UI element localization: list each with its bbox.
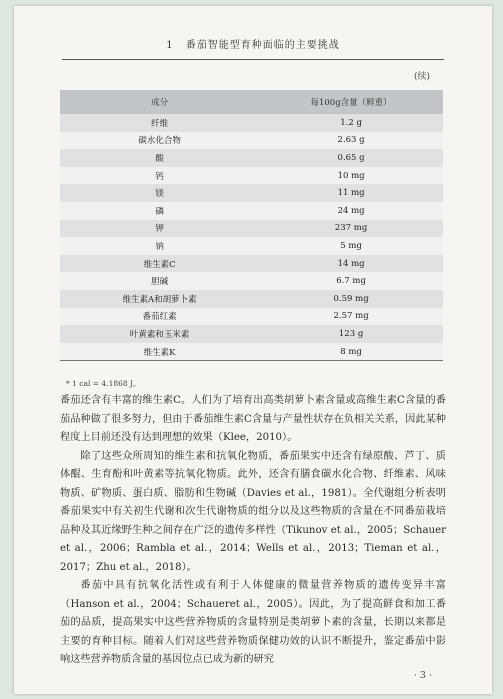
nutrient-name: 镁 <box>155 189 164 200</box>
nutrient-value: 10 mg <box>337 170 365 181</box>
nutrient-value: 6.7 mg <box>336 276 366 287</box>
nutrient-value: 0.65 g <box>337 152 365 163</box>
table-row <box>60 272 443 290</box>
column-header-component: 成分 <box>151 98 169 108</box>
nutrient-value: 8 mg <box>340 346 362 357</box>
table-row <box>60 167 443 185</box>
column-header-content: 每100g含量（鲜重） <box>310 98 392 108</box>
nutrient-name: 钙 <box>155 171 164 182</box>
nutrient-name: 番茄红素 <box>142 312 177 323</box>
nutrient-value: 14 mg <box>337 258 365 269</box>
nutrient-value: 24 mg <box>337 205 365 216</box>
body-text <box>60 392 446 670</box>
paragraph: 番茄中具有抗氧化活性或有利于人体健康的微量营养物质的遗传变异丰富（Hanson et al.，2004；Schaueret al.，2005）。因此，为了提高鲜食和加工番茄的品质，提高果实中这些营养物质的含量特别是类胡萝卜素的含量，长期以来都是主要的育种目标。随着人们对这些营养物质保健功效的认识不断提升，鉴定番茄中影响这些营养物质含量的基因位点已成为新的研究 <box>60 580 446 665</box>
nutrient-name: 维生素K <box>143 347 176 358</box>
chapter-title: 番茄智能型育种面临的主要挑战 <box>185 40 340 51</box>
table-row <box>60 343 443 361</box>
nutrient-name: 磷 <box>155 206 164 217</box>
paragraph: 番茄还含有丰富的维生素C。人们为了培育出高类胡萝卜素含量或高维生素C含量的番茄品种做了很多努力，但由于番茄维生素C含量与产量性状存在负相关关系，因此某种程度上目前还没有达到理想的效果（Klee，2010）。 <box>60 395 446 443</box>
table-row <box>60 149 443 167</box>
nutrient-value: 2.63 g <box>337 135 365 146</box>
table-row <box>60 237 443 255</box>
table-row <box>60 308 443 326</box>
nutrient-value: 11 mg <box>337 188 365 199</box>
table-row <box>60 132 443 150</box>
table-row <box>60 255 443 273</box>
nutrient-name: 胆碱 <box>151 277 169 288</box>
nutrient-name: 酸 <box>155 153 164 164</box>
nutrient-name: 钾 <box>155 224 164 235</box>
table-footnote: * 1 cal = 4.1868 J。 <box>66 379 141 388</box>
nutrient-name: 钠 <box>155 241 164 252</box>
page-number: · 3 · <box>413 670 432 681</box>
nutrient-value: 0.59 mg <box>333 293 369 304</box>
paragraph: 除了这些众所周知的维生素和抗氧化物质，番茄果实中还含有绿原酸、芦丁、质体醌、生育酚和叶黄素等抗氧化物质。此外，还含有膳食碳水化合物、纤维素、风味物质、矿物质、蛋白质、脂肪和生物碱（Davies et al.，1981）。全代谢组分析表明番茄果实中有关初生代谢和次生代谢物质的组分以及这些物质的含量在不同番茄栽培品种及其近缘野生种之间存在广泛的遗传多样性（Tikunov et al.，2005；Schauer et al.，2006；Rambla et al.，2014；Wells et al.，2013；Tieman et al.，2017；Zhu et al.，2018）。 <box>60 450 446 573</box>
nutrient-table <box>60 90 443 361</box>
table-row <box>60 184 443 202</box>
table-header-row <box>60 90 443 114</box>
nutrient-name: 维生素A和胡萝卜素 <box>122 294 197 305</box>
book-page <box>14 6 492 694</box>
chapter-number: 1 <box>166 40 174 51</box>
nutrient-value: 237 mg <box>334 223 368 234</box>
table-continued-label: (续) <box>413 72 430 82</box>
table-row <box>60 202 443 220</box>
nutrient-value: 5 mg <box>340 240 362 251</box>
table-row <box>60 325 443 343</box>
nutrient-value: 1.2 g <box>340 117 362 128</box>
nutrient-value: 2.57 mg <box>333 311 369 322</box>
header-rule <box>62 59 444 60</box>
nutrient-name: 叶黄素和玉米素 <box>129 329 190 340</box>
running-header <box>14 36 492 51</box>
table-row <box>60 114 443 132</box>
nutrient-value: 123 g <box>338 328 364 339</box>
nutrient-name: 纤维 <box>151 118 169 129</box>
nutrient-name: 碳水化合物 <box>138 136 181 147</box>
table-row <box>60 220 443 238</box>
nutrient-name: 维生素C <box>143 259 176 270</box>
table-row <box>60 290 443 308</box>
